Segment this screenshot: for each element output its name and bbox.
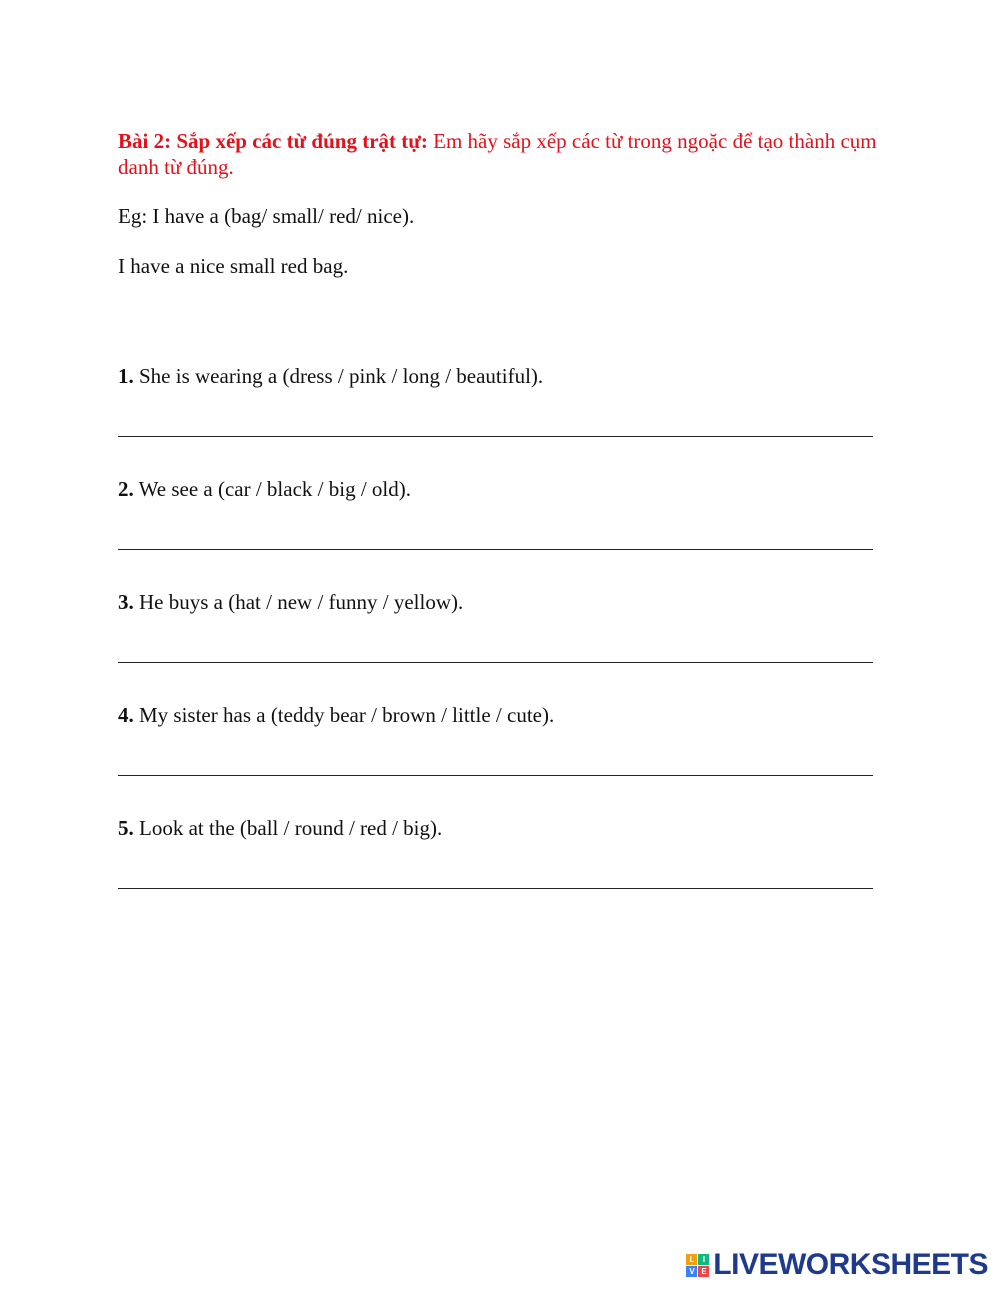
question-text	[118, 363, 878, 389]
question-text	[118, 815, 878, 841]
question-number: 4.	[118, 703, 134, 727]
instruction	[118, 128, 878, 180]
question-item	[118, 815, 878, 889]
question-number: 1.	[118, 364, 134, 388]
question-number: 3.	[118, 590, 134, 614]
answer-line[interactable]	[118, 775, 873, 776]
logo-text: LIVEWORKSHEETS	[713, 1248, 988, 1281]
question-item	[118, 363, 878, 437]
question-text	[118, 702, 878, 728]
logo-mark-icon	[686, 1254, 709, 1277]
instruction-text: Em hãy sắp xếp các từ trong ngoặc để tạo thành cụm danh từ đúng.	[118, 129, 877, 179]
question-prompt: My sister has a (teddy bear / brown / little / cute).	[133, 703, 555, 727]
logo-mark-cell: L	[686, 1254, 697, 1265]
answer-line[interactable]	[118, 436, 873, 437]
answer-line[interactable]	[118, 549, 873, 550]
logo-mark-cell: V	[686, 1266, 697, 1277]
logo-mark-cell: E	[698, 1266, 709, 1277]
logo-mark-cell: I	[698, 1254, 709, 1265]
worksheet	[118, 128, 878, 928]
question-item	[118, 476, 878, 550]
question-prompt: We see a (car / black / big / old).	[133, 477, 411, 501]
example-prompt: Eg: I have a (bag/ small/ red/ nice).	[118, 204, 415, 228]
question-number: 5.	[118, 816, 134, 840]
question-text	[118, 589, 878, 615]
question-prompt: He buys a (hat / new / funny / yellow).	[133, 590, 464, 614]
liveworksheets-logo	[686, 1248, 988, 1282]
question-prompt: Look at the (ball / round / red / big).	[133, 816, 443, 840]
example-answer: I have a nice small red bag.	[118, 254, 349, 278]
question-item	[118, 702, 878, 776]
answer-line[interactable]	[118, 888, 873, 889]
question-number: 2.	[118, 477, 134, 501]
question-prompt: She is wearing a (dress / pink / long / beautiful).	[133, 364, 544, 388]
question-list	[118, 363, 878, 889]
instruction-title: Bài 2: Sắp xếp các từ đúng trật tự:	[118, 129, 428, 153]
question-item	[118, 589, 878, 663]
answer-line[interactable]	[118, 662, 873, 663]
question-text	[118, 476, 878, 502]
